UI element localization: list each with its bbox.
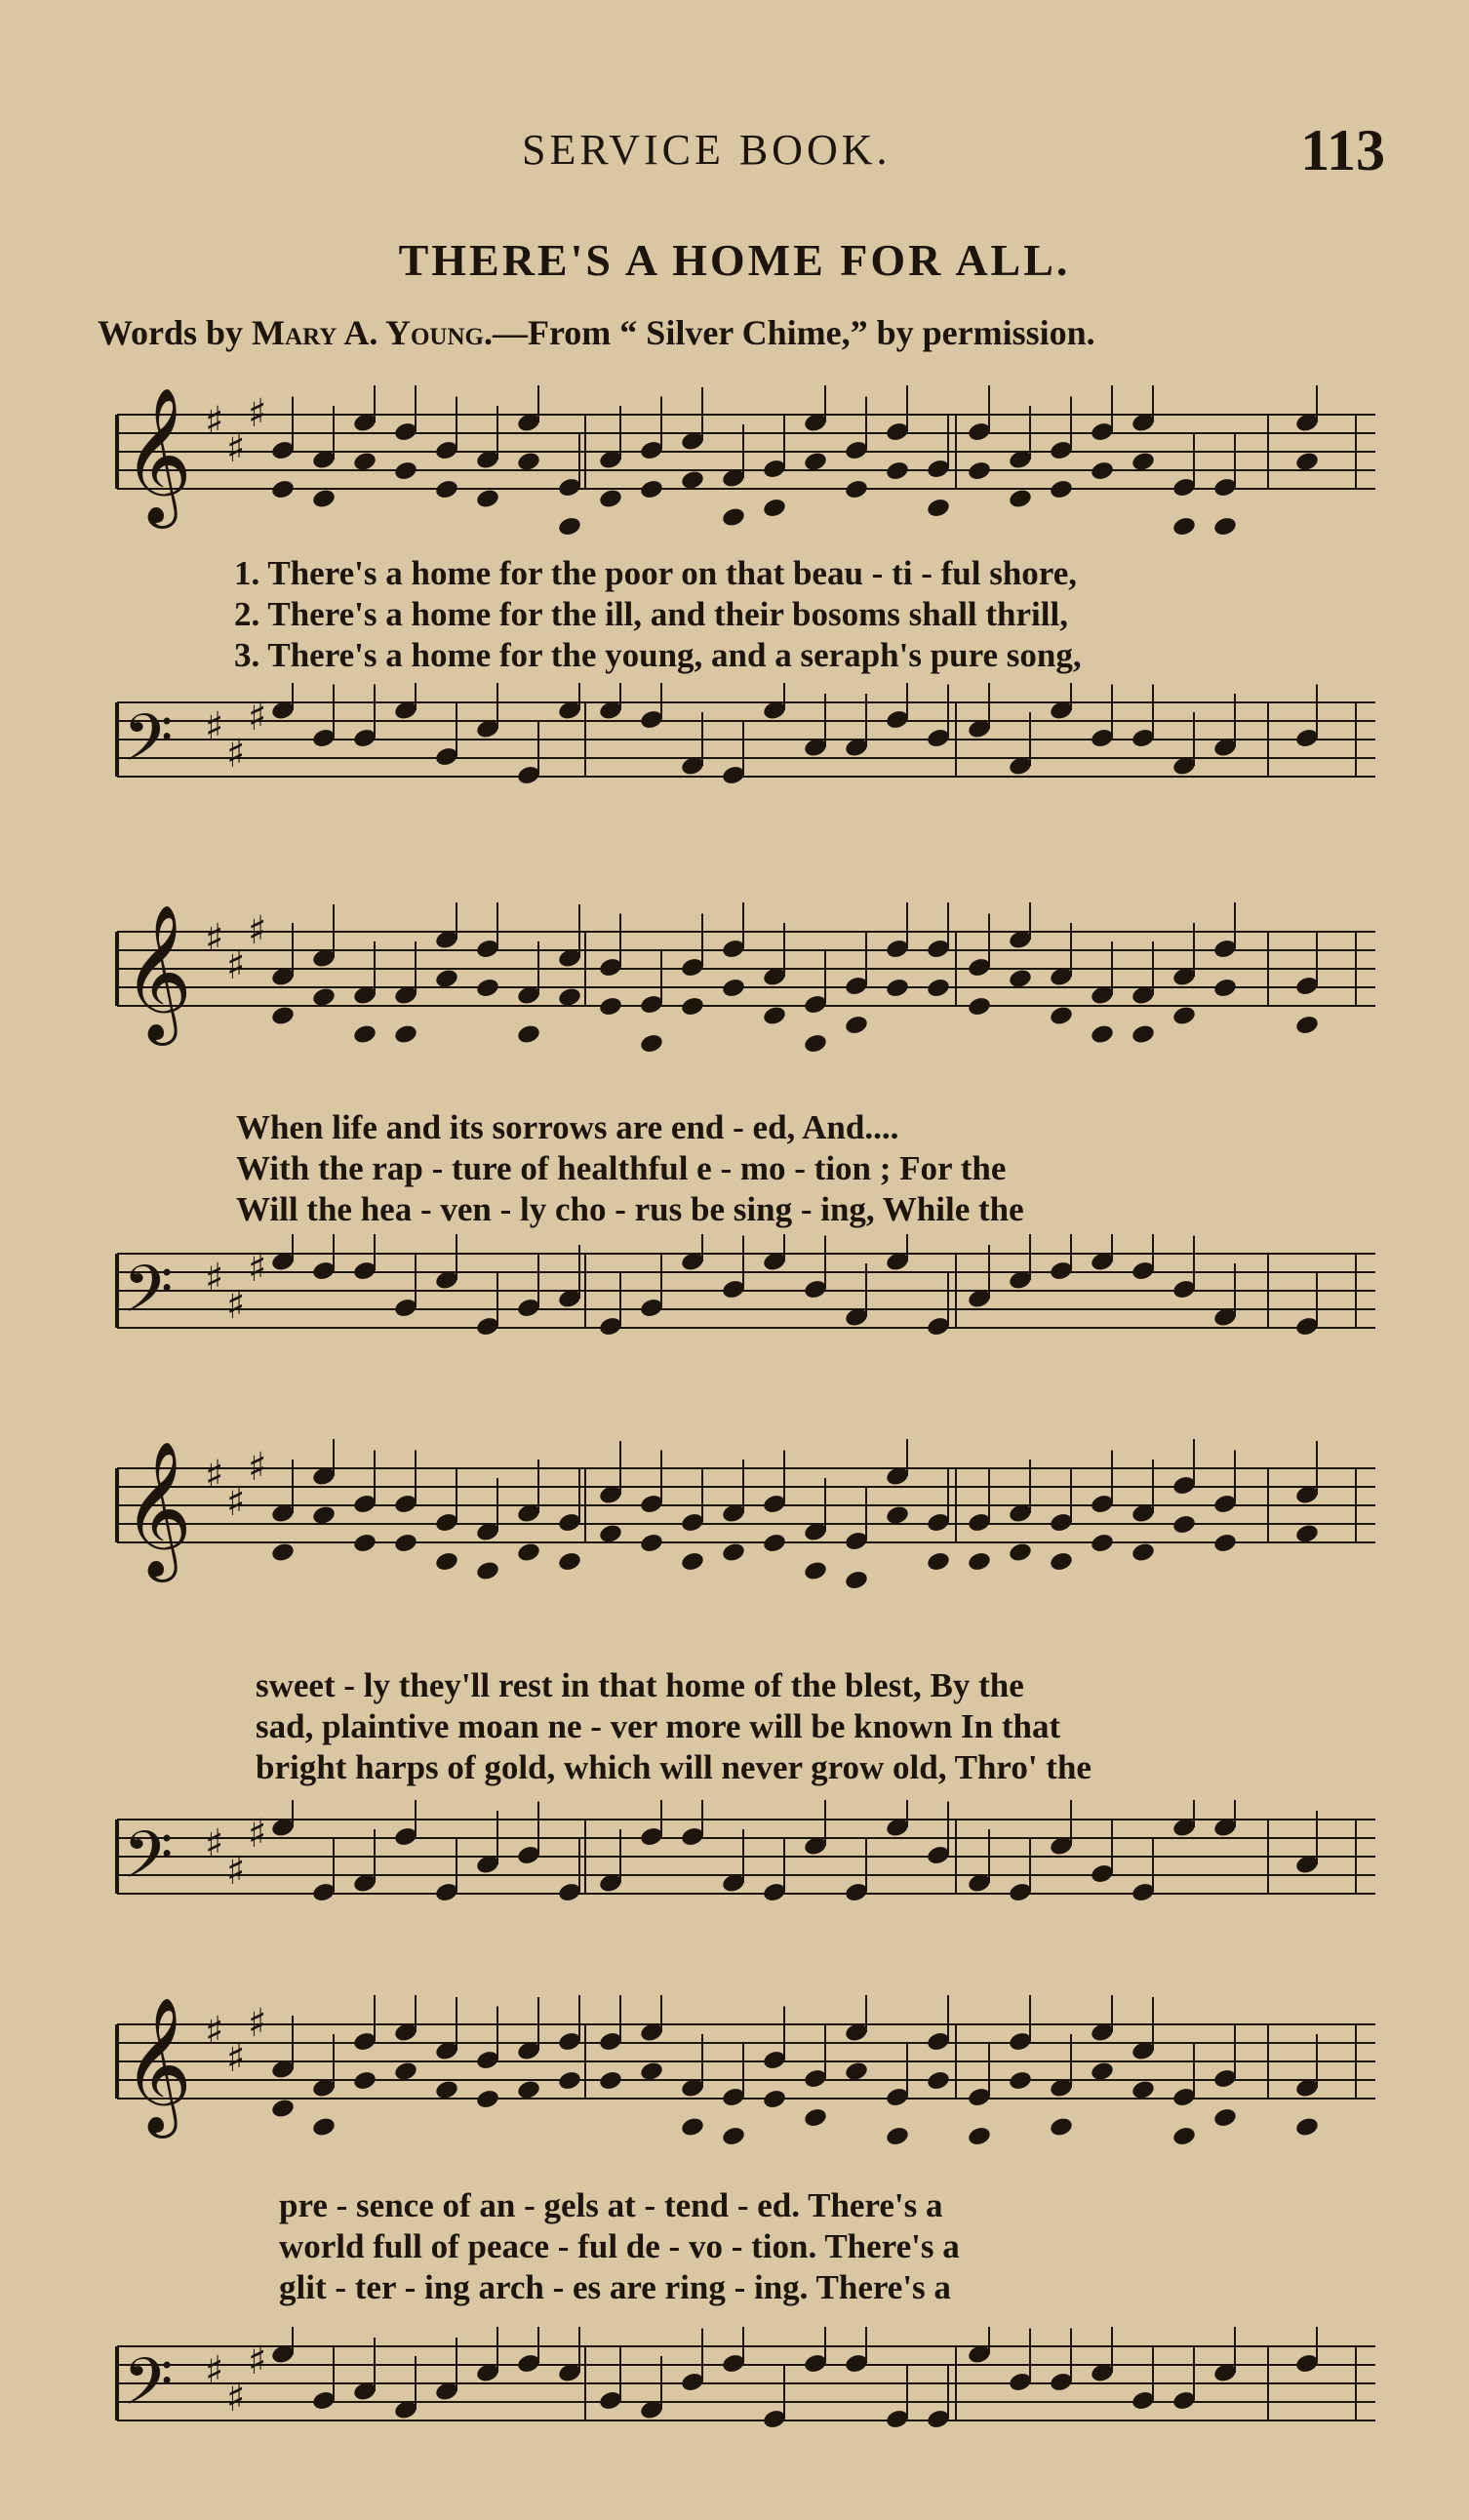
note-head	[639, 478, 664, 500]
note-head	[352, 451, 377, 473]
note-head	[721, 506, 746, 529]
note-head	[1049, 2116, 1074, 2139]
treble-staff	[98, 1995, 1385, 2180]
sharp-icon: ♯	[205, 1821, 224, 1866]
note-head	[516, 451, 541, 473]
credit-author: Mary A. Young	[252, 313, 484, 352]
note-head	[680, 995, 705, 1018]
note-head	[926, 977, 951, 999]
note-head	[639, 1032, 664, 1055]
lyrics-block	[236, 1107, 1469, 1230]
note-head	[1294, 1014, 1320, 1036]
sharp-icon: ♯	[226, 1849, 246, 1894]
note-head	[393, 460, 418, 482]
note-head	[885, 1504, 910, 1527]
sharp-icon: ♯	[248, 1812, 267, 1857]
note-head	[926, 497, 951, 519]
note-head	[721, 977, 746, 999]
notes	[270, 683, 1320, 786]
sharp-icon: ♯	[226, 732, 246, 777]
note-head	[1212, 977, 1238, 999]
note-head	[434, 478, 459, 500]
note-head	[270, 478, 296, 500]
note-head	[844, 478, 869, 500]
sharp-icon: ♯	[248, 391, 267, 436]
note-head	[1090, 1023, 1115, 1046]
sharp-icon: ♯	[205, 399, 224, 444]
running-header	[0, 117, 1469, 185]
note-head	[885, 460, 910, 482]
note-head	[762, 2088, 787, 2110]
note-head	[434, 1550, 459, 1573]
sharp-icon: ♯	[248, 1445, 267, 1490]
note-head	[762, 497, 787, 519]
lyric-verse-2: world full of peace - ful de - vo - tion. There's a	[279, 2227, 960, 2265]
note-head	[1212, 515, 1238, 538]
lyrics-block	[279, 2185, 1469, 2308]
sharp-icon: ♯	[205, 1453, 224, 1498]
note-head	[475, 488, 500, 510]
note-head	[1008, 488, 1033, 510]
treble-staff	[98, 1439, 1385, 1624]
page-number: 113	[1300, 118, 1385, 182]
note-head	[557, 1550, 582, 1573]
note-head	[967, 1550, 992, 1573]
bass-clef-icon: 𝄢	[123, 1818, 174, 1908]
sharp-icon: ♯	[205, 916, 224, 961]
sharp-icon: ♯	[226, 1283, 246, 1328]
bass-clef-icon: 𝄢	[123, 1252, 174, 1342]
lyric-verse-2: With the rap - ture of healthful e - mo - tion ; For the	[236, 1149, 1007, 1187]
note-head	[803, 1032, 828, 1055]
bass-staff	[98, 2327, 1385, 2463]
lyric-verse-3: bright harps of gold, which will never grow old, Thro' the	[256, 1748, 1092, 1786]
note-head	[926, 2069, 951, 2092]
sharp-icon: ♯	[205, 1256, 224, 1300]
note-head	[1049, 1005, 1074, 1027]
sharp-icon: ♯	[226, 2036, 246, 2081]
note-head	[516, 1541, 541, 1564]
note-head	[557, 986, 582, 1009]
sharp-icon: ♯	[248, 2001, 267, 2046]
note-head	[885, 2125, 910, 2147]
note-head	[967, 460, 992, 482]
note-head	[1294, 1523, 1320, 1545]
note-head	[393, 1532, 418, 1554]
note-head	[1212, 2106, 1238, 2129]
note-head	[1008, 968, 1033, 990]
notes	[270, 1234, 1320, 1338]
credit-suffix: .—From “ Silver Chime,” by permission.	[483, 313, 1095, 352]
treble-staff	[98, 385, 1385, 571]
notes	[270, 1995, 1320, 2147]
note-head	[721, 1541, 746, 1564]
lyric-verse-1: pre - sence of an - gels at - tend - ed. There's a	[279, 2186, 943, 2224]
note-head	[1131, 2079, 1156, 2101]
credit-prefix: Words by	[98, 313, 253, 352]
staff-lines	[117, 2024, 1375, 2099]
lyric-verse-2: 2. There's a home for the ill, and their bosoms shall thrill,	[234, 595, 1068, 633]
hymn-credit	[98, 312, 1395, 353]
lyric-verse-3: 3. There's a home for the young, and a seraph's pure song,	[234, 636, 1082, 674]
treble-staff	[98, 902, 1385, 1088]
treble-clef-icon: 𝄞	[123, 904, 192, 1040]
note-head	[844, 2060, 869, 2083]
note-head	[434, 968, 459, 990]
note-head	[270, 1541, 296, 1564]
note-head	[475, 977, 500, 999]
sharp-icon: ♯	[226, 426, 246, 471]
notes	[270, 902, 1320, 1055]
note-head	[844, 1569, 869, 1591]
note-head	[1294, 451, 1320, 473]
note-head	[1090, 460, 1115, 482]
running-title: SERVICE BOOK.	[522, 126, 892, 174]
note-head	[803, 451, 828, 473]
bass-clef-icon: 𝄢	[123, 700, 174, 791]
note-head	[1131, 1541, 1156, 1564]
note-head	[967, 2125, 992, 2147]
note-head	[598, 2069, 623, 2092]
note-head	[516, 2079, 541, 2101]
treble-clef-icon: 𝄞	[123, 1441, 192, 1577]
note-head	[598, 488, 623, 510]
note-head	[680, 469, 705, 492]
sharp-icon: ♯	[226, 1480, 246, 1525]
note-head	[1171, 1005, 1197, 1027]
note-head	[311, 1504, 337, 1527]
staff-lines	[117, 415, 1375, 489]
note-head	[639, 1532, 664, 1554]
treble-clef-icon: 𝄞	[123, 1997, 192, 2133]
note-head	[516, 1023, 541, 1046]
note-head	[393, 1023, 418, 1046]
sharp-icon: ♯	[205, 2009, 224, 2054]
note-head	[475, 2088, 500, 2110]
note-head	[352, 2069, 377, 2092]
sharp-icon: ♯	[205, 2348, 224, 2393]
note-head	[1090, 1532, 1115, 1554]
note-head	[1131, 451, 1156, 473]
notes	[270, 385, 1320, 538]
bass-staff	[98, 1234, 1385, 1371]
note-head	[885, 977, 910, 999]
note-head	[926, 1550, 951, 1573]
note-head	[598, 1523, 623, 1545]
note-head	[311, 2116, 337, 2139]
note-head	[557, 515, 582, 538]
note-head	[762, 1532, 787, 1554]
note-head	[844, 1014, 869, 1036]
sharp-icon: ♯	[226, 2376, 246, 2420]
lyrics-block	[256, 1665, 1469, 1788]
lyric-verse-1: When life and its sorrows are end - ed, And....	[236, 1108, 899, 1146]
note-head	[393, 2060, 418, 2083]
bass-staff	[98, 1800, 1385, 1937]
note-head	[1049, 478, 1074, 500]
lyrics-block	[234, 553, 1469, 676]
notes	[270, 1800, 1320, 1903]
bass-clef-icon: 𝄢	[123, 2344, 174, 2435]
notes	[270, 1439, 1320, 1591]
note-head	[1171, 515, 1197, 538]
note-head	[1008, 2069, 1033, 2092]
staff-lines	[117, 2346, 1375, 2420]
note-head	[803, 2106, 828, 2129]
hymn-title: THERE'S A HOME FOR ALL.	[398, 235, 1071, 285]
note-head	[434, 2079, 459, 2101]
note-head	[1131, 1023, 1156, 1046]
note-head	[721, 2125, 746, 2147]
sharp-icon: ♯	[248, 908, 267, 953]
bass-staff	[98, 683, 1385, 820]
note-head	[1090, 2060, 1115, 2083]
note-head	[803, 1560, 828, 1582]
note-head	[762, 1005, 787, 1027]
note-head	[1171, 1513, 1197, 1536]
treble-clef-icon: 𝄞	[123, 387, 192, 523]
note-head	[1171, 2125, 1197, 2147]
note-head	[311, 488, 337, 510]
sharp-icon: ♯	[248, 695, 267, 740]
notes	[270, 2327, 1320, 2430]
note-head	[1294, 2116, 1320, 2139]
note-head	[270, 1005, 296, 1027]
lyric-verse-1: sweet - ly they'll rest in that home of the blest, By the	[256, 1666, 1024, 1704]
note-head	[352, 1023, 377, 1046]
lyric-verse-1: 1. There's a home for the poor on that beau - ti - ful shore,	[234, 554, 1077, 592]
note-head	[311, 986, 337, 1009]
note-head	[475, 1560, 500, 1582]
lyric-verse-2: sad, plaintive moan ne - ver more will be known In that	[256, 1707, 1061, 1745]
lyric-verse-3: Will the hea - ven - ly cho - rus be sing - ing, While the	[236, 1190, 1024, 1228]
note-head	[1049, 1550, 1074, 1573]
note-head	[1212, 1532, 1238, 1554]
note-head	[270, 2098, 296, 2120]
sharp-icon: ♯	[226, 943, 246, 988]
note-head	[598, 995, 623, 1018]
note-head	[639, 2060, 664, 2083]
sharp-icon: ♯	[248, 1246, 267, 1291]
note-head	[680, 1550, 705, 1573]
note-head	[1008, 1541, 1033, 1564]
note-head	[680, 2116, 705, 2139]
note-head	[557, 2069, 582, 2092]
note-head	[352, 1532, 377, 1554]
lyric-verse-3: glit - ter - ing arch - es are ring - ing. There's a	[279, 2268, 951, 2306]
sharp-icon: ♯	[205, 704, 224, 749]
sharp-icon: ♯	[248, 2339, 267, 2383]
note-head	[967, 995, 992, 1018]
